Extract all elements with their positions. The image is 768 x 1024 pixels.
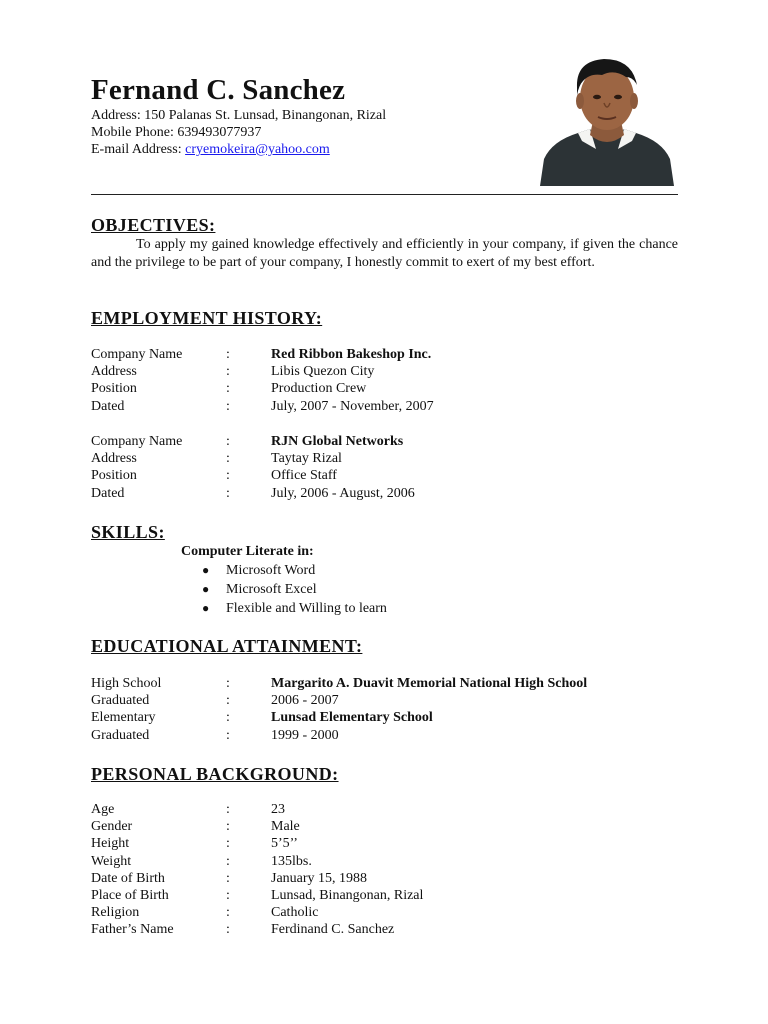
objective-text: To apply my gained knowledge effectively and efficiently in your company, if given the chance and the privilege to be part of your company, I honestly commit to exert of my best effort.	[91, 237, 678, 270]
field-value: 23	[271, 802, 285, 817]
field-label: Graduated	[91, 693, 150, 709]
field-separator: :	[226, 364, 230, 380]
email-link[interactable]: cryemokeira@yahoo.com	[185, 142, 330, 157]
field-separator: :	[226, 922, 230, 938]
field-separator: :	[226, 727, 230, 743]
skill-item	[200, 599, 387, 618]
field-separator: :	[226, 802, 230, 817]
field-label: Company Name	[91, 434, 183, 449]
field-separator: :	[226, 853, 230, 869]
field-label: Religion	[91, 905, 140, 921]
bullet-icon: ●	[202, 601, 210, 615]
field-separator: :	[226, 905, 230, 921]
skill-text: Microsoft Excel	[226, 582, 317, 597]
field-separator: :	[226, 434, 230, 449]
profile-photo	[538, 55, 674, 186]
header-divider	[91, 194, 678, 195]
skills-heading: SKILLS:	[91, 522, 165, 542]
field-label: Father’s Name	[91, 922, 174, 938]
field-separator: :	[226, 451, 230, 467]
field-label: Dated	[91, 398, 125, 414]
field-value: Ferdinand C. Sanchez	[271, 922, 395, 938]
field-separator: :	[226, 347, 230, 362]
skills-list	[200, 561, 387, 618]
contact-block	[91, 107, 386, 158]
field-value: July, 2006 - August, 2006	[271, 485, 415, 501]
field-value: July, 2007 - November, 2007	[271, 398, 434, 414]
objectives-heading: OBJECTIVES:	[91, 215, 216, 235]
field-label: Elementary	[91, 710, 156, 726]
field-label: Address	[91, 451, 137, 467]
field-label: Age	[91, 802, 115, 817]
field-label: Place of Birth	[91, 887, 169, 903]
field-value: Libis Quezon City	[271, 364, 375, 380]
field-value: 135lbs.	[271, 853, 312, 869]
address-line: Address: 150 Palanas St. Lunsad, Binangonan, Rizal	[91, 108, 387, 123]
field-separator: :	[226, 693, 230, 709]
field-label: Dated	[91, 485, 125, 501]
bullet-icon: ●	[202, 563, 210, 577]
field-label: Address	[91, 364, 137, 380]
field-separator: :	[226, 887, 230, 903]
field-value: Catholic	[271, 905, 319, 921]
field-value: Taytay Rizal	[271, 451, 342, 467]
field-value: Production Crew	[271, 381, 367, 397]
field-label: High School	[91, 676, 162, 691]
field-value: Red Ribbon Bakeshop Inc.	[271, 347, 432, 362]
employment-heading: EMPLOYMENT HISTORY:	[91, 308, 323, 328]
field-label: Gender	[91, 819, 133, 835]
bullet-icon: ●	[202, 582, 210, 596]
personal-heading: PERSONAL BACKGROUND:	[91, 764, 339, 784]
field-separator: :	[226, 398, 230, 414]
field-value: January 15, 1988	[271, 870, 368, 886]
field-separator: :	[226, 870, 230, 886]
skills-subtitle: Computer Literate in:	[181, 544, 314, 559]
skill-item	[200, 561, 387, 580]
field-separator: :	[226, 676, 230, 691]
education-heading: EDUCATIONAL ATTAINMENT:	[91, 636, 363, 656]
field-separator: :	[226, 381, 230, 397]
email-label: E-mail Address:	[91, 142, 186, 157]
email-line	[91, 141, 386, 158]
field-value: Lunsad, Binangonan, Rizal	[271, 887, 424, 903]
field-separator: :	[226, 468, 230, 484]
field-value: Margarito A. Duavit Memorial National High School	[271, 676, 588, 691]
field-value: 1999 - 2000	[271, 727, 339, 743]
field-value: Male	[271, 819, 300, 835]
mobile-line: Mobile Phone: 639493077937	[91, 125, 262, 140]
field-value: RJN Global Networks	[271, 434, 404, 449]
field-separator: :	[226, 710, 230, 726]
field-label: Date of Birth	[91, 870, 165, 886]
field-value: Office Staff	[271, 468, 337, 484]
field-label: Position	[91, 381, 137, 397]
field-value: 2006 - 2007	[271, 693, 339, 709]
skill-text: Flexible and Willing to learn	[226, 601, 387, 616]
field-separator: :	[226, 836, 230, 852]
field-separator: :	[226, 819, 230, 835]
field-label: Company Name	[91, 347, 183, 362]
skill-item	[200, 580, 387, 599]
field-label: Graduated	[91, 727, 150, 743]
field-label: Weight	[91, 853, 132, 869]
field-label: Position	[91, 468, 137, 484]
applicant-name: Fernand C. Sanchez	[91, 74, 346, 106]
field-separator: :	[226, 485, 230, 501]
field-value: 5’5’’	[271, 836, 298, 852]
field-label: Height	[91, 836, 130, 852]
field-value: Lunsad Elementary School	[271, 710, 433, 726]
skill-text: Microsoft Word	[226, 563, 316, 578]
